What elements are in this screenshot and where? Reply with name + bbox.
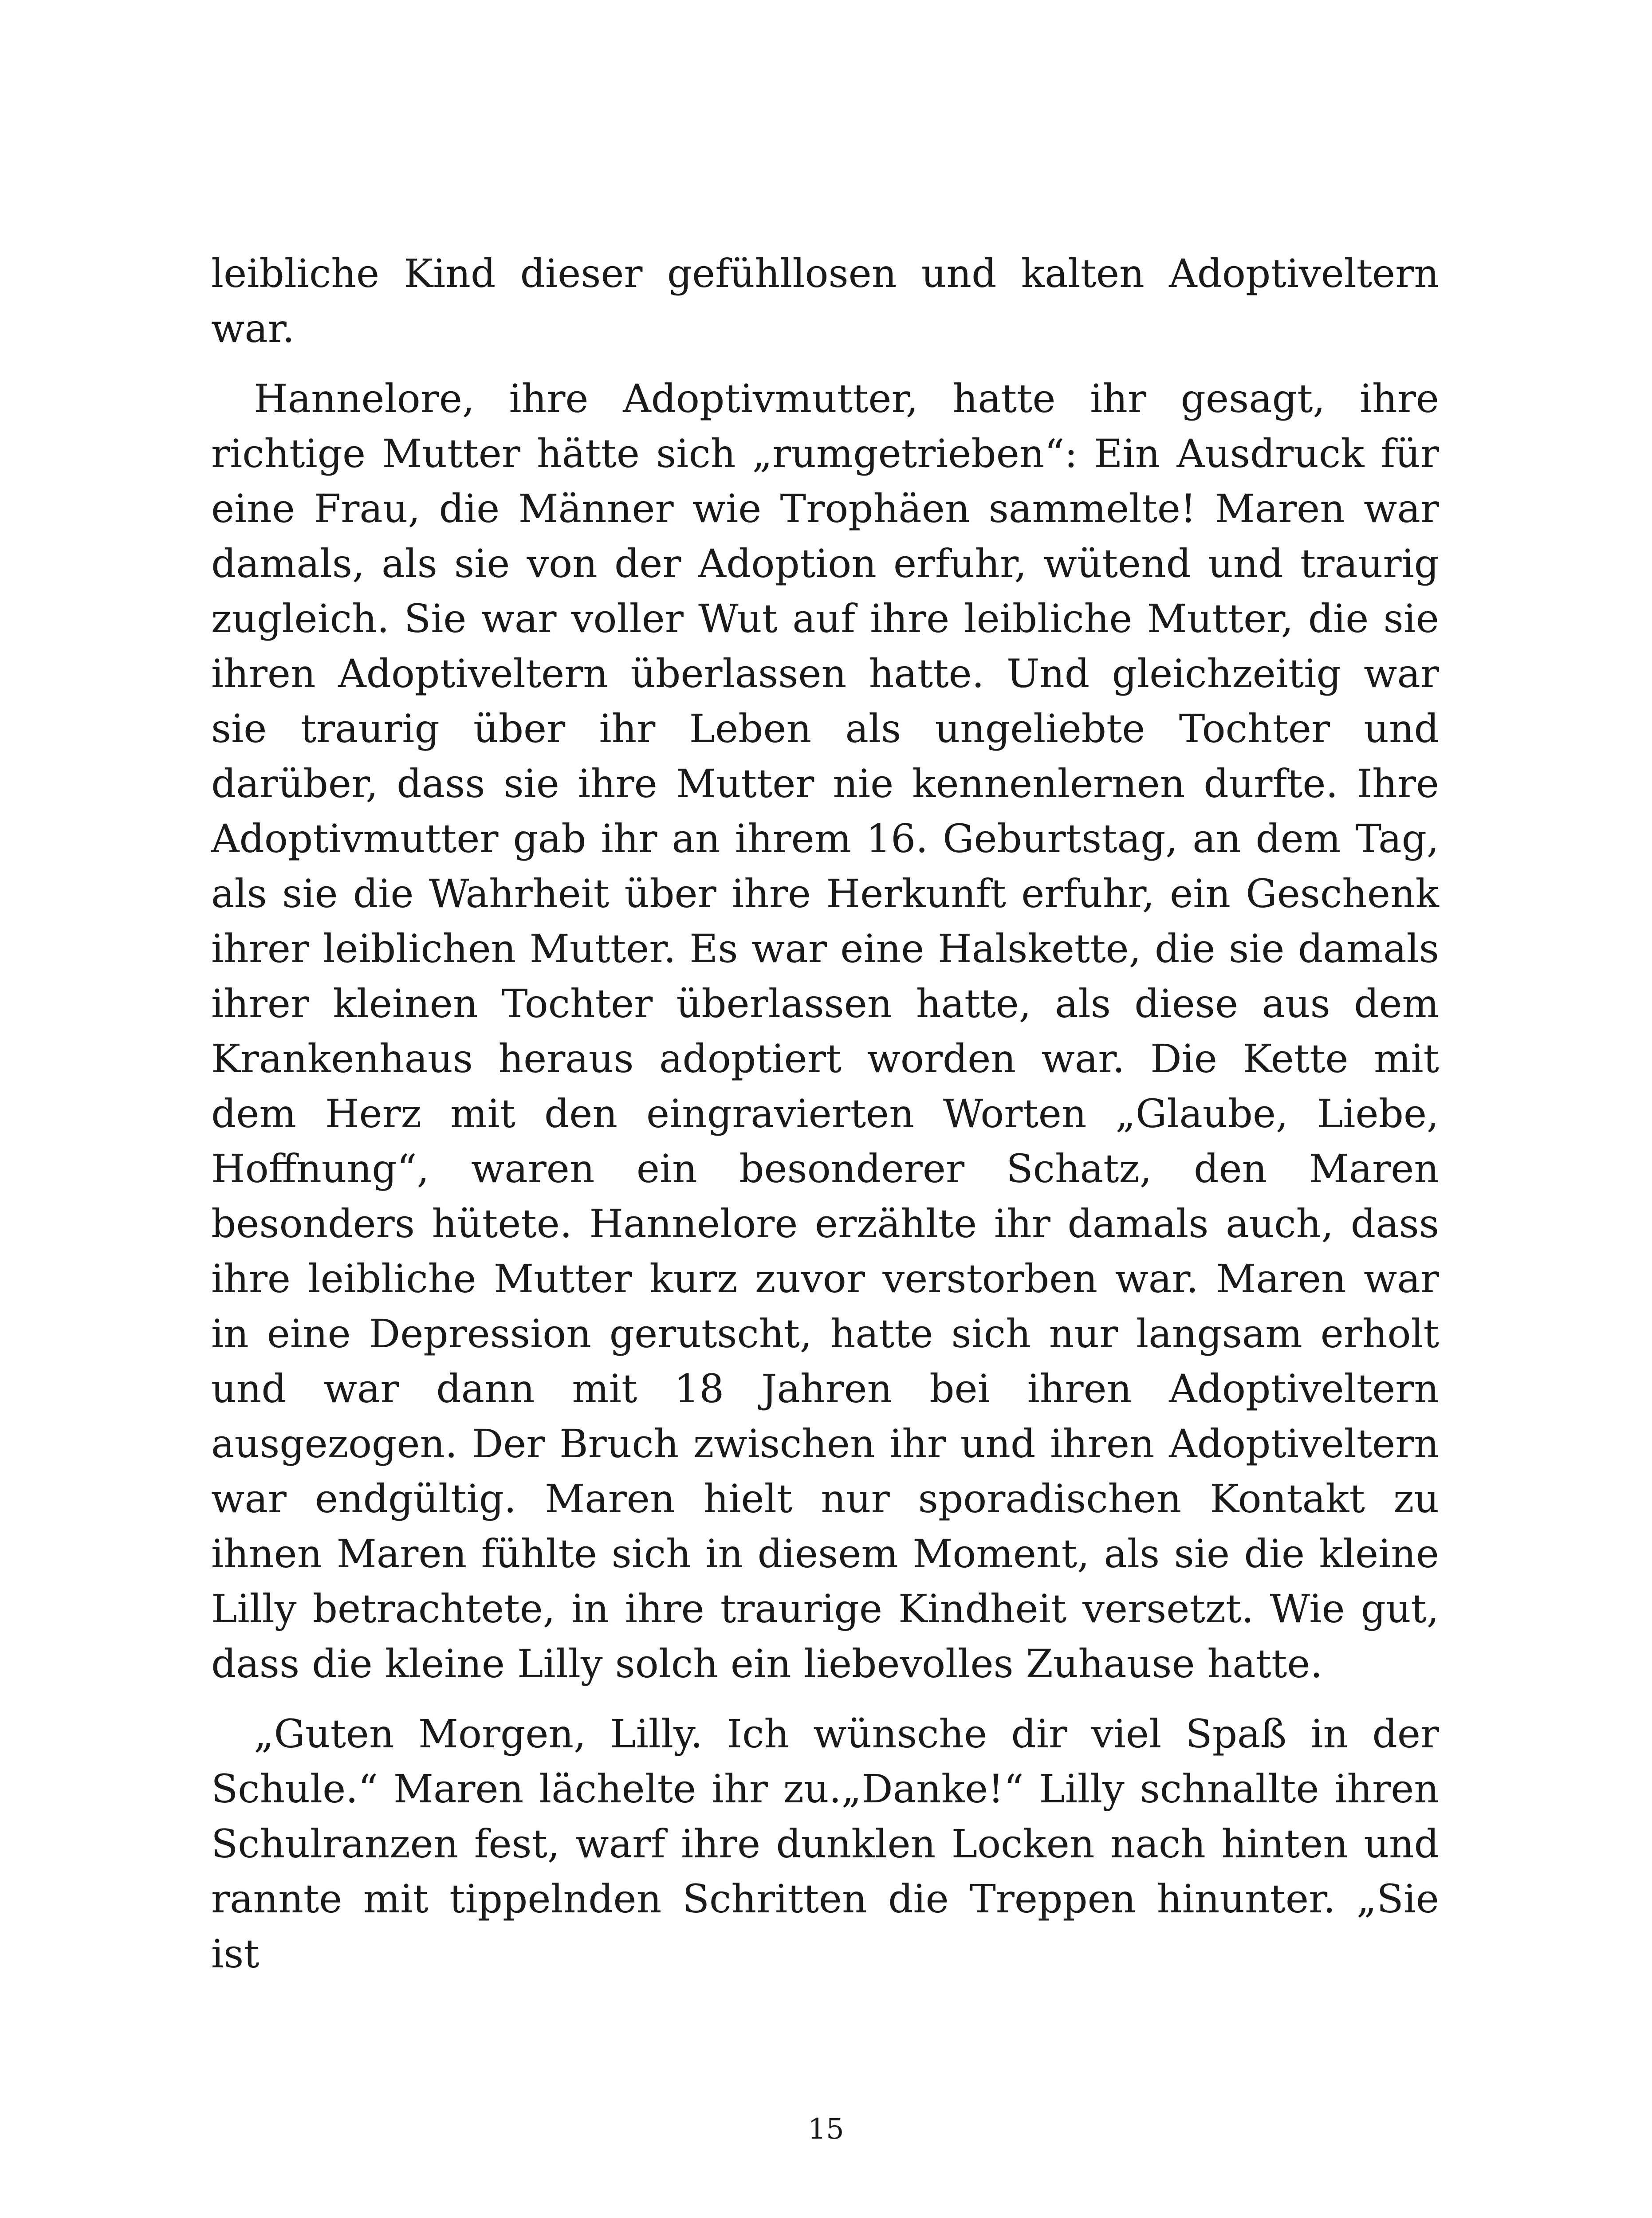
paragraph-2: Hannelore, ihre Adoptivmutter, hatte ihr gesagt, ihre richtige Mutter hätte sich „rumgetrieben“: Ein Ausdruck für eine Frau, die Männer wie Trophäen sammelte! Maren war damals, als sie von der Adoption erfuhr, wütend und traurig zugleich. Sie war voller Wut auf ihre leibliche Mutter, die sie ihren Adoptiveltern überlassen hatte. Und gleichzeitig war sie traurig über ihr Leben als ungeliebte Tochter und darüber, dass sie ihre Mutter nie kennenlernen durfte. Ihre Adoptivmutter gab ihr an ihrem 16. Geburtstag, an dem Tag, als sie die Wahrheit über ihre Herkunft erfuhr, ein Geschenk ihrer leiblichen Mutter. Es war eine Halskette, die sie damals ihrer kleinen Tochter überlassen hatte, als diese aus dem Krankenhaus heraus adoptiert worden war. Die Kette mit dem Herz mit den eingravierten Worten „Glaube, Liebe, Hoffnung“, waren ein besonderer Schatz, den Maren besonders hütete. Hannelore erzählte ihr damals auch, dass ihre leibliche Mutter kurz zuvor verstorben war. Maren war in eine Depression gerutscht, hatte sich nur langsam erholt und war dann mit 18 Jahren bei ihren Adoptiveltern ausgezogen. Der Bruch zwischen ihr und ihren Adoptiveltern war endgültig. Maren hielt nur sporadischen Kontakt zu ihnen Maren fühlte sich in diesem Moment, als sie die kleine Lilly betrachtete, in ihre traurige Kindheit versetzt. Wie gut, dass die kleine Lilly solch ein liebevolles Zuhause hatte.	[211, 376, 1439, 1687]
page-number: 15	[808, 2113, 844, 2146]
paragraph-1: leibliche Kind dieser gefühllosen und kalten Adoptiveltern war.	[211, 251, 1439, 351]
paragraph-3: „Guten Morgen, Lilly. Ich wünsche dir viel Spaß in der Schule.“ Maren lächelte ihr zu.„Danke!“ Lilly schnallte ihren Schulranzen fest, warf ihre dunklen Locken nach hinten und rannte mit tippelnden Schritten die Treppen hinunter. „Sie ist	[211, 1711, 1439, 1977]
body-text	[211, 246, 1439, 1982]
